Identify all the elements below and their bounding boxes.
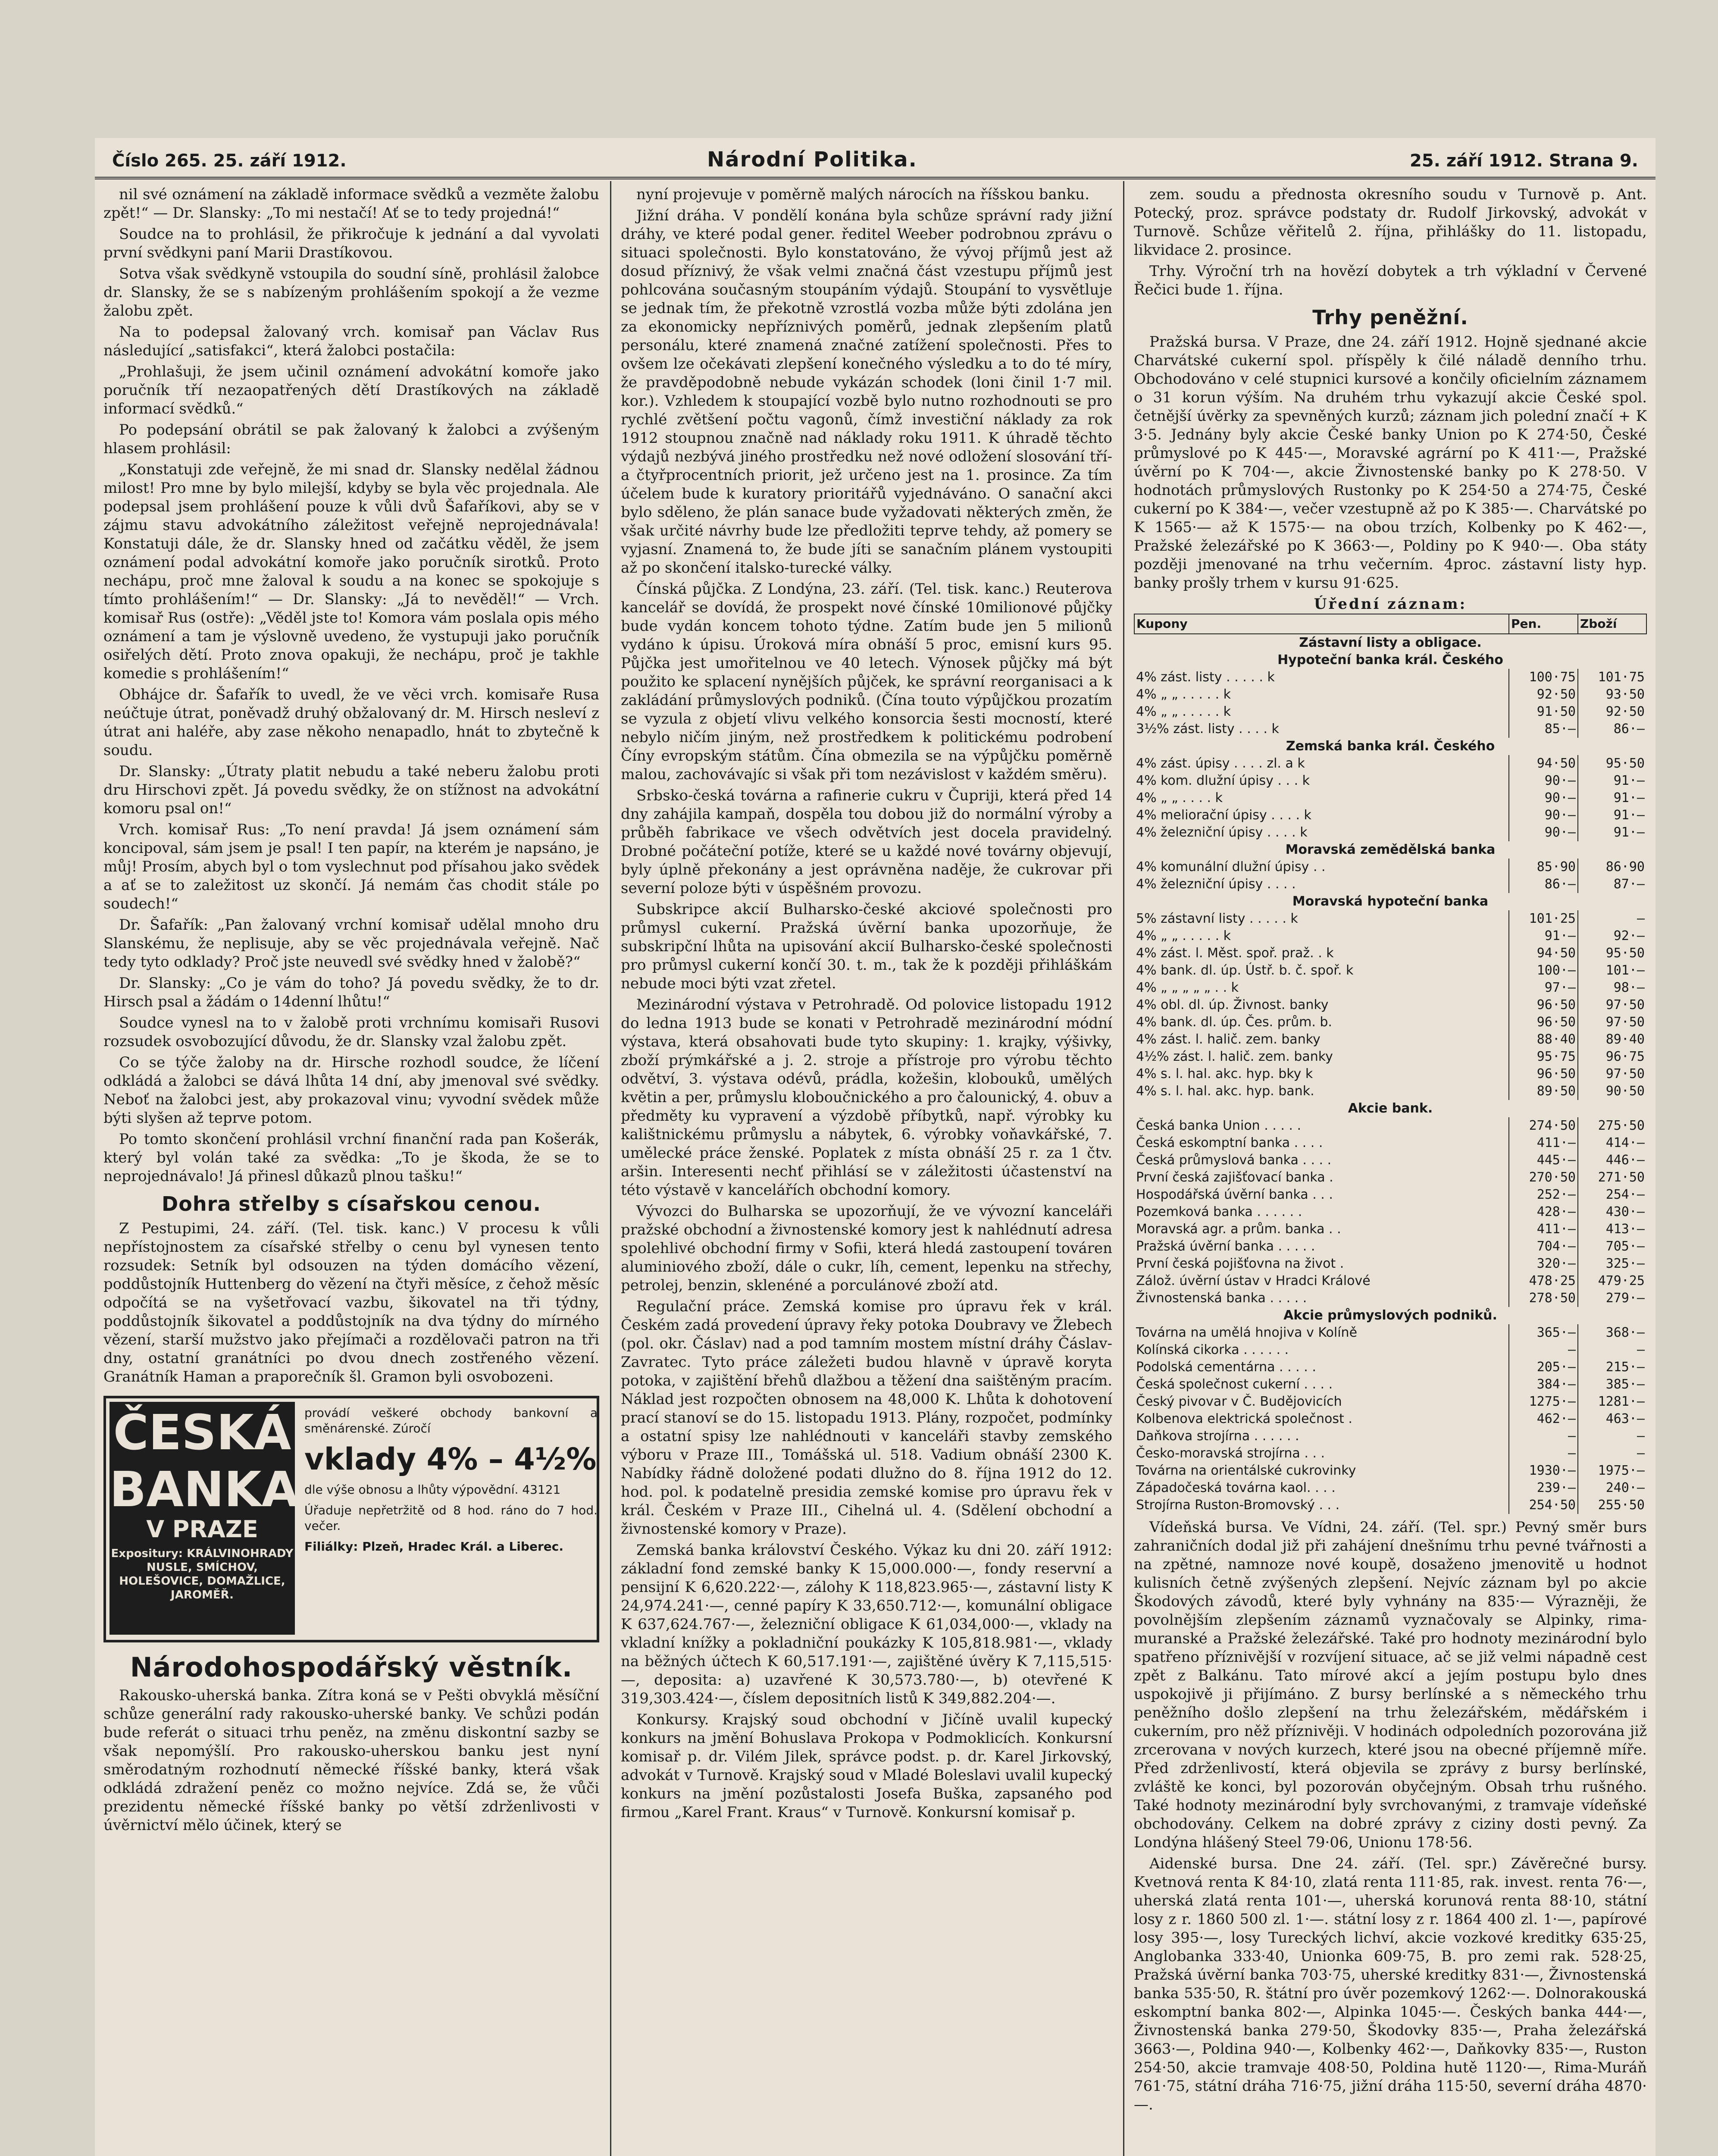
table-row xyxy=(1134,910,1646,928)
table-row xyxy=(1134,1048,1646,1065)
branch-offices: Filiálky: Plzeň, Hradec Král. a Liberec. xyxy=(304,1539,564,1554)
article-paragraph: nil své oznámení na základě informace svědků a vezměte žalobu zpět!“ — Dr. Slansky: „To mi nestačí! Ať se to tedy projedná!“ xyxy=(103,186,599,222)
table-row xyxy=(1134,824,1646,841)
ask-price: 92·50 xyxy=(1578,703,1646,721)
table-row xyxy=(1134,669,1646,686)
ask-price: 91·— xyxy=(1578,807,1646,824)
security-name: 4% bank. dl. úp. Ústř. b. č. spoř. k xyxy=(1136,963,1354,978)
column-2 xyxy=(621,185,1112,2156)
security-name: 4% bank. dl. úp. Čes. prům. b. xyxy=(1136,1015,1332,1030)
bank-name-line1: ČESKÁ xyxy=(113,1405,291,1461)
column-rule xyxy=(1123,181,1124,2156)
security-name: 4% „ „ . . . . . k xyxy=(1136,687,1231,702)
bid-price: 91·— xyxy=(1509,928,1578,945)
security-name: 3½% zást. listy . . . . k xyxy=(1136,721,1279,736)
security-name: 4% „ „ . . . . k xyxy=(1136,790,1223,805)
ask-price: 255·50 xyxy=(1578,1497,1646,1514)
security-name: Podolská cementárna . . . . . xyxy=(1136,1360,1316,1375)
bid-price: 1275·— xyxy=(1509,1393,1578,1410)
article-paragraph: Obhájce dr. Šafařík to uvedl, že ve věci vrch. komisaře Rusa neúčtuje útrat, poněvadž druhý obžalovaný dr. M. Hirsch nesleví z útrat ani haléře, aby zase někoho nenapadlo, hnát to zbytečně k soudu. xyxy=(103,686,599,759)
table-row xyxy=(1134,1393,1646,1410)
table-row xyxy=(1134,1462,1646,1479)
bid-price: 478·25 xyxy=(1509,1272,1578,1290)
security-name: Hospodářská úvěrní banka . . . xyxy=(1136,1187,1333,1202)
article-paragraph: Vídeňská bursa. Ve Vídni, 24. září. (Tel. spr.) Pevný směr burs zahraničních dodal již při zahájení dnešnímu trhu pevné tvářnosti a na zpětné, namnoze nové koupě, dosaženo jmenovitě u hodnot kulisních četně zvýšených zlepšení. Nejvíc záznam byl po akcie Škodových závodů, které byly vyhnány na 835·— Výrazněji, že povolnějším zlepšením záznamů vyznačovaly se Alpinky, rima-muranské a Pražské železářské. Také pro hodnoty mezinárodní bylo spatřeno příznivější v rozvíjení situace, ač se již velmi nápadně cest zpět z Balkánu. Tato mírové akcí a jejím postupu bylo dnes uspokojivě ji přijímáno. Z bursy berlínské a s německého trhu peněžního došlo zlepšení na trhu železářském, mědářském i cukerním, pro něž příznivěji. V hodinách odpoledních pozorována již zrcerovana v nových kurzech, které jsou na obecné příjemně míře. Před zdrženlivostí, která objevila se zprávy z bursy berlínské, zvláště ke konci, byl pozorován obyčejným. Obsah trhu rušného. Také hodnoty mezinárodní byly svrchovanými, z tramvaje vídeňské obchodovány. Celkem na dobré zprávy z ciziny dosti pevný. Za Londýna hlášený Steel 79·06, Unionu 178·56. xyxy=(1134,1519,1647,1851)
bid-price: 239·— xyxy=(1509,1479,1578,1497)
section-label: Zástavní listy a obligace. xyxy=(1299,635,1482,650)
ask-price: 97·50 xyxy=(1578,997,1646,1014)
ask-price: 98·— xyxy=(1578,979,1646,997)
ask-price: 385·— xyxy=(1578,1376,1646,1393)
ask-price: 368·— xyxy=(1578,1324,1646,1341)
bid-price: 320·— xyxy=(1509,1255,1578,1272)
article-heading: Dohra střelby s císařskou cenou. xyxy=(162,1192,541,1216)
article-paragraph: Dr. Slansky: „Co je vám do toho? Já povedu svědky, že to dr. Hirsch psal a žádám o 14denní lhůtu!“ xyxy=(103,975,599,1010)
ask-price: — xyxy=(1578,1428,1646,1445)
section-label: Hypoteční banka král. Českého xyxy=(1277,652,1503,667)
table-body xyxy=(1134,634,1646,1514)
article-paragraph: Čínská půjčka. Z Londýna, 23. září. (Tel. tisk. kanc.) Reuterova kancelář se dovídá, že prospekt nové čínské 10milionové půjčky bude vydán koncem tohoto týdne. Zatím bude jen 5 milionů vydáno k úpisu. Úroková míra obnáší 5 proc, emisní kurs 95. Půjčka jest umořitelnou ve 40 letech. Výnosek půjčky má být použito ke splacení nynějších půjček, ke správní reorganisaci a k zakládání průmyslových podniků. (Čína touto výpůjčkou prozatím se vyzula z objetí vlivu velkého konsorcia šesti mocností, které nebylo ničím jiným, než prostředkem k politickému podrobení Číny evropským státům. Čína obmezila se na výpůjčku poměrně malou, zachovávajíc si však při tom nezávislost v každém směru). xyxy=(621,580,1112,783)
security-name: Živnostenská banka . . . . . xyxy=(1136,1291,1307,1306)
table-label: Úřední záznam: xyxy=(1314,595,1467,613)
table-row xyxy=(1134,979,1646,997)
newspaper-title: Národní Politika. xyxy=(707,147,917,172)
bid-price: 252·— xyxy=(1509,1186,1578,1203)
security-name: Kolbenova elektrická společnost . xyxy=(1136,1411,1352,1426)
table-row xyxy=(1134,1324,1646,1341)
bid-price: 278·50 xyxy=(1509,1290,1578,1307)
newspaper-page xyxy=(95,138,1655,2156)
ask-price: 96·75 xyxy=(1578,1048,1646,1065)
article-paragraph: Z Pestupimi, 24. září. (Tel. tisk. kanc.) V procesu k vůli nepřístojnostem za císařské střelby o cenu byl vynesen tento rozsudek: Setník byl odsouzen na týden domácího vězení, poddůstojník Huttenberg do vězení na čtyři měsíce, z čehož měsíc odpočítá se na vyšetřovací vazbu, šikovatel na tři týdny, poddůstojník šikovatel a poddůstojník na dva týdny do mírného vězení, starší mužstvo jako přejímači a rozdělovači patron na tři dny, ostatní granátníci po dvou dnech zostřeného vězení. Granátník Haman a praporečník šl. Gramon byli osvobozeni. xyxy=(103,1220,599,1385)
table-row xyxy=(1134,1203,1646,1221)
section-label: Akcie bank. xyxy=(1348,1101,1433,1116)
bid-price: 411·— xyxy=(1509,1221,1578,1238)
table-row xyxy=(1134,876,1646,893)
table-row xyxy=(1134,1117,1646,1134)
ask-price: 101·75 xyxy=(1578,669,1646,686)
bid-price: 94·50 xyxy=(1509,945,1578,962)
section-label: Zemská banka král. Českého xyxy=(1286,739,1495,754)
ask-price: 90·50 xyxy=(1578,1083,1646,1100)
article-paragraph: Soudce na to prohlásil, že přikročuje k jednání a dal vyvolati první svědkyni paní Marii Drastíkovou. xyxy=(103,226,599,261)
bid-price: 88·40 xyxy=(1509,1031,1578,1048)
security-name: 4% železniční úpisy . . . . k xyxy=(1136,825,1308,840)
ask-price: 279·— xyxy=(1578,1290,1646,1307)
security-name: Továrna na orientálské cukrovinky xyxy=(1136,1463,1356,1478)
section-label: Moravská hypoteční banka xyxy=(1292,894,1489,909)
table-row xyxy=(1134,1272,1646,1290)
table-row xyxy=(1134,790,1646,807)
table-row xyxy=(1134,1065,1646,1083)
bid-price: 205·— xyxy=(1509,1359,1578,1376)
bid-price: 91·50 xyxy=(1509,703,1578,721)
table-row xyxy=(1134,1134,1646,1152)
bid-price: 90·— xyxy=(1509,807,1578,824)
article-paragraph: Trhy. Výroční trh na hovězí dobytek a trh výkladní v Červené Řečici bude 1. října. xyxy=(1134,263,1647,298)
table-row xyxy=(1134,1169,1646,1186)
rates-note: dle výše obnosu a lhůty výpovědní. 43121 xyxy=(304,1482,561,1497)
table-section-row xyxy=(1134,652,1646,669)
ask-price: 91·— xyxy=(1578,824,1646,841)
table-row xyxy=(1134,1497,1646,1514)
table-row xyxy=(1134,945,1646,962)
table-row xyxy=(1134,1186,1646,1203)
bid-price: 96·50 xyxy=(1509,1014,1578,1031)
section-heading: Trhy peněžní. xyxy=(1312,306,1468,329)
ask-price: 240·— xyxy=(1578,1479,1646,1497)
table-row xyxy=(1134,686,1646,703)
bid-price: 85·— xyxy=(1509,721,1578,738)
bank-ad-details xyxy=(304,1405,598,1554)
table-row xyxy=(1134,807,1646,824)
bid-price: 254·50 xyxy=(1509,1497,1578,1514)
security-name: 4% meliorační úpisy . . . . k xyxy=(1136,808,1311,823)
ask-price: 97·50 xyxy=(1578,1065,1646,1083)
table-row xyxy=(1134,928,1646,945)
bid-price: 462·— xyxy=(1509,1410,1578,1428)
ask-price: 93·50 xyxy=(1578,686,1646,703)
bid-price: 384·— xyxy=(1509,1376,1578,1393)
security-name: 4½% zást. l. halič. zem. banky xyxy=(1136,1049,1333,1064)
ask-price: 95·50 xyxy=(1578,755,1646,772)
section-heading: Národohospodářský věstník. xyxy=(130,1651,573,1683)
article-paragraph: Vrch. komisař Rus: „To není pravda! Já jsem oznámení sám koncipoval, sám jsem je psal! I ten papír, na kterém je napsáno, je můj! Prosím, abych byl o tom vyslechnut pod přísahou jako svědek a ať se to zaležitost uz skončí. Já nemám čas chodit stále po soudech!“ xyxy=(103,821,599,912)
security-name: 4% s. l. hal. akc. hyp. bank. xyxy=(1136,1084,1314,1099)
security-name: Továrna na umělá hnojiva v Kolíně xyxy=(1136,1325,1358,1340)
article-paragraph: Po tomto skončení prohlásil vrchní finanční rada pan Košerák, který byl volán také za svědka: „To je škoda, že se to neprojednávalo! Já přinesl důkazů plnou tašku!“ xyxy=(103,1131,599,1185)
ask-price: — xyxy=(1578,1445,1646,1462)
table-row xyxy=(1134,1341,1646,1359)
article-paragraph: Dr. Slansky: „Útraty platit nebudu a také neberu žalobu proti dru Hirschovi zpět. Já povedu svědky, že on stížnost na advokátní komoru psal on!“ xyxy=(103,763,599,817)
security-name: Zálož. úvěrní ústav v Hradci Králové xyxy=(1136,1273,1371,1288)
security-name: 4% „ „ . . . . . k xyxy=(1136,704,1231,719)
article-paragraph: Soudce vynesl na to v žalobě proti vrchnímu komisaři Rusovi rozsudek osvobozující důvodu, že dr. Slansky vzal žalobu zpět. xyxy=(103,1014,599,1050)
ask-price: 92·— xyxy=(1578,928,1646,945)
article-paragraph: Regulační práce. Zemská komise pro úpravu řek v král. Českém zadá provedení úpravy řeky potoka Doubravy ve Žlebech (pol. okr. Čáslav) nad a pod tamním mostem místní dráhy Čáslav-Zavratec. Tyto práce záležeti budou hlavně v úpravě koryta potoka, v zajištění břehů dlažbou a těžení dna saištěným pracím. Náklad jest rozpočten obnosem na 48,000 K. Lhůta k dohotovení prací stanoví se do 15. listopadu 1913. Plány, rozpočet, podmínky a ostatní spisy lze nahlédnouti v kanceláři stavby zemského výboru v Praze III., Tomášská ul. 518. Vadium obnáší 2300 K. Nabídky řádně doložené podati dlužno do 8. října 1912 do 12. hod. pol. k podatelně presidia zemské komise pro úpravu řek v král. Českém v Praze III., Cihelná ul. 4. (Sdělení obchodní a živnostenské komory v Praze). xyxy=(621,1298,1112,1538)
bank-logo xyxy=(110,1402,299,1635)
article-paragraph: Rakousko-uherská banka. Zítra koná se v Pešti obvyklá měsíční schůze generální rady rakousko-uherské banky. Ve schůzi podán bude referát o situaci trhu peněz, na změnu diskontní sazby se však nepomýšlí. Pro rakousko-uherskou banku jest nyní směrodatným rozhodnutí německé říšské banky, která však odkládá zdražení peněz co možno nejvíce. Zdá se, že vůči prezidentu německé říšské banky po větší zdrženlivosti v úvěrnictví mělo účinek, který se xyxy=(103,1687,599,1834)
ask-price: 479·25 xyxy=(1578,1272,1646,1290)
column-header: Pen. xyxy=(1509,614,1578,634)
deposit-rates: vklady 4% – 4½% xyxy=(304,1442,597,1477)
ask-price: 97·50 xyxy=(1578,1014,1646,1031)
ask-price: 86·90 xyxy=(1578,859,1646,876)
article-paragraph: Zemská banka království Českého. Výkaz ku dni 20. září 1912: základní fond zemské banky K 15,000.000·—, fondy reservní a pensijní K 6,620.222·—, zálohy K 118,823.965·—, zástavní listy K 24,974.241·—, cenné papíry K 33,650.712·—, komunální obligace K 637,624.767·—, železniční obligace K 61,034,000·—, vklady na vkladní knížky a pokladniční poukázky K 105,818.981·—, vklady na běžných účtech K 60,517.191·—, zajištěné úvěry K 7,115,515·—, deposita: a) uzavřené K 30,573.780·—, b) otevřené K 319,303.424·—, číslem depositních listů K 349,882.204·—. xyxy=(621,1542,1112,1707)
ask-price: 91·— xyxy=(1578,790,1646,807)
ask-price: 325·— xyxy=(1578,1255,1646,1272)
ask-price: 463·— xyxy=(1578,1410,1646,1428)
bid-price: 92·50 xyxy=(1509,686,1578,703)
table-row xyxy=(1134,1238,1646,1255)
ask-price: 86·— xyxy=(1578,721,1646,738)
bid-price: 411·— xyxy=(1509,1134,1578,1152)
security-name: 4% obl. dl. úp. Živnost. banky xyxy=(1136,997,1329,1012)
security-name: Česko-moravská strojírna . . . xyxy=(1136,1446,1325,1461)
ask-price: 1281·— xyxy=(1578,1393,1646,1410)
security-name: 5% zástavní listy . . . . . k xyxy=(1136,911,1298,926)
table-section-row xyxy=(1134,893,1646,910)
bid-price: 1930·— xyxy=(1509,1462,1578,1479)
ask-price: 430·— xyxy=(1578,1203,1646,1221)
security-name: Pozemková banka . . . . . . xyxy=(1136,1204,1302,1219)
security-name: 4% zást. l. Měst. spoř. praž. . k xyxy=(1136,946,1334,961)
bid-price: — xyxy=(1509,1428,1578,1445)
bank-services: provádí veškeré obchody bankovní a směnárenské. Zúročí xyxy=(304,1406,598,1435)
ask-price: 413·— xyxy=(1578,1221,1646,1238)
table-section-row xyxy=(1134,634,1646,652)
ask-price: — xyxy=(1578,1341,1646,1359)
ask-price: 446·— xyxy=(1578,1152,1646,1169)
table-row xyxy=(1134,721,1646,738)
table-row xyxy=(1134,1359,1646,1376)
security-name: Strojírna Ruston-Bromovský . . . xyxy=(1136,1498,1340,1513)
table-row xyxy=(1134,772,1646,790)
bid-price: 704·— xyxy=(1509,1238,1578,1255)
bid-price: 97·— xyxy=(1509,979,1578,997)
table-section-row xyxy=(1134,841,1646,859)
page-header xyxy=(95,138,1655,179)
table-row xyxy=(1134,1031,1646,1048)
article-paragraph: Jižní dráha. V pondělí konána byla schůze správní rady jižní dráhy, ve které podal gener. ředitel Weeber podrobnou zprávu o situaci společnosti. Bylo konstatováno, že vývoj příjmů jest až dosud příznivý, že však velmi značná část vzestupu příjmů jest pohlcována současným stoupáním výdajů. Stoupání to vysvětluje se jednak tím, že překotně vzrostlá vozba může býti zdolána jen za ekonomicky nepříznivých poměrů, jednak zlepšením platů personálu, které znamená značné zatížení společnosti. Přes to ovšem lze očekávati zlepšení konečného výsledku a to do té míry, že pravděpodobně nebude vykázán schodek (loni činil 1·7 mil. kor.). Vzhledem k stoupající vozbě bylo nutno rozhodnouti se pro rychlé zvětšení počtu vagonů, čímž investiční náklady za rok 1912 stoupnou značně nad náklady roku 1911. K úhradě těchto výdajů nezbývá jiného prostředku než nové odložení slosování tří- a čtyřprocentních priorit, jež určeno jest na 1. prosince. Za tím účelem bude k kuratory prioritářů vyjednáváno. O sanační akci bylo sděleno, že plán sanace bude vyžadovati některých změn, že však určité návrhy bude lze předložiti teprve tehdy, až pomery se vyjasní. Znamená to, že bude jíti se sanačním plánem vystoupiti až po skončení italsko-turecké války. xyxy=(621,207,1112,577)
issue-number: Číslo 265. 25. září 1912. xyxy=(112,151,347,171)
column-1 xyxy=(103,185,599,2156)
security-name: Moravská agr. a prům. banka . . xyxy=(1136,1222,1341,1237)
table-row xyxy=(1134,1410,1646,1428)
opening-hours: Úřaduje nepřetržitě od 8 hod. ráno do 7 hod. večer. xyxy=(304,1503,598,1533)
table-section-row xyxy=(1134,738,1646,755)
article-paragraph: Vývozci do Bulharska se upozorňují, že ve vývozní kanceláři pražské obchodní a živnostenské komory jest k nahlédnutí adresa spolehlivé obchodní firmy v Sofii, která hledá zastoupení továren aluminiového zboží, dále o cukr, líh, cement, lepenku na střechy, petrolej, benzin, sklenéné a porculánové zboží atd. xyxy=(621,1203,1112,1294)
security-name: Česká společnost cukerní . . . . xyxy=(1136,1377,1333,1392)
bid-price: — xyxy=(1509,1341,1578,1359)
article-paragraph: Po podepsání obrátil se pak žalovaný k žalobci a zvýšeným hlasem prohlásil: xyxy=(103,421,599,457)
bid-price: 94·50 xyxy=(1509,755,1578,772)
table-row xyxy=(1134,1152,1646,1169)
security-name: Česká eskomptní banka . . . . xyxy=(1136,1135,1323,1150)
bid-price: 86·— xyxy=(1509,876,1578,893)
table-row xyxy=(1134,1221,1646,1238)
column-header: Zboží xyxy=(1578,614,1646,634)
table-section-row xyxy=(1134,1307,1646,1324)
ask-price: 275·50 xyxy=(1578,1117,1646,1134)
security-name: 4% zást. listy . . . . . k xyxy=(1136,670,1275,685)
article-paragraph: Sotva však svědkyně vstoupila do soudní síně, prohlásil žalobce dr. Slansky, že se s nabízeným prohlášením spokojí a že vezme žalobu zpět. xyxy=(103,265,599,320)
security-name: První česká pojišťovna na život . xyxy=(1136,1256,1344,1271)
ask-price: 705·— xyxy=(1578,1238,1646,1255)
bid-price: 89·50 xyxy=(1509,1083,1578,1100)
table-row xyxy=(1134,997,1646,1014)
security-name: 4% železniční úpisy . . . . xyxy=(1136,877,1296,892)
article-paragraph: Aidenské bursa. Dne 24. září. (Tel. spr.) Závěrečné bursy. Kvetnová renta K 84·10, zlatá renta 111·85, rak. invest. renta 76·—, uherská zlatá renta 101·—, uherská korunová renta 88·10, státní losy z r. 1860 500 zl. 1·—. státní losy z r. 1864 400 zl. 1·—, papírové losy 395·—, losy Tureckých lichví, akcie vozkové kreditky 635·25, Anglobanka 333·40, Unionka 609·75, B. pro zemi rak. 528·25, Pražská úvěrní banka 703·75, uherské kreditky 831·—, Živnostenská banka 535·50, R. štátní pro úvěr pozemkový 1262·—. Dolnorakouská eskomptní banka 802·—, Alpinka 1045·—. Českých banka 444·—, Živnostenská banka 279·50, Škodovky 835·—, Praha železářská 3663·—, Poldina 940·—, Kolbenky 462·—, Daňkovky 835·—, Ruston 254·50, akcie tramvaje 408·50, Poldina hutě 1120·—, Rima-Muráň 761·75, státní dráha 716·75, jižní dráha 115·50, severní dráha 4870·—. xyxy=(1134,1855,1647,2113)
table-row xyxy=(1134,1083,1646,1100)
article-paragraph: Dr. Šafařík: „Pan žalovaný vrchní komisař udělal mnoho dru Slanskému, že neplisuje, aby se věc projednávala veřejně. Nač tedy tyto odklady? Proč jste neuvedl své svědky hned v žalobě?“ xyxy=(103,916,599,971)
bid-price: — xyxy=(1509,1445,1578,1462)
security-name: Česká banka Union . . . . . xyxy=(1136,1118,1302,1133)
bid-price: 85·90 xyxy=(1509,859,1578,876)
table-row xyxy=(1134,1445,1646,1462)
table-row xyxy=(1134,755,1646,772)
article-paragraph: Na to podepsal žalovaný vrch. komisař pan Václav Rus následující „satisfakci“, která žalobci postačila: xyxy=(103,323,599,359)
security-name: 4% s. l. hal. akc. hyp. bky k xyxy=(1136,1066,1313,1081)
article-paragraph: Mezinárodní výstava v Petrohradě. Od polovice listopadu 1912 do ledna 1913 bude se konati v Petrohradě mezinárodní módní výstava, která obsahovati bude tyto skupiny: 1. krajky, výšivky, zboží prýmkářské a j. 2. stroje a přístroje pro výrobu těchto odvětví, 3. výstava odévů, prádla, kožešin, klobouků, umělých květin a per, průmyslu kloboučnického a pro čalounický, 4. obuv a předměty ku vypravení a výzdobě příbytků, např. výrobky ku kalištnickému průmyslu a nábytek, 6. výrobky voňavkářské, 7. umělecké práce ženské. Poplatek z místa obnáší 25 r. za 1 čtv. aršin. Interesenti nechť přihlásí se v záležitosti účastenství na této výstavě v kancelářích obchodní komory. xyxy=(621,996,1112,1199)
ask-price: 101·— xyxy=(1578,962,1646,979)
section-label: Moravská zemědělská banka xyxy=(1285,842,1496,857)
ask-price: 89·40 xyxy=(1578,1031,1646,1048)
section-label: Akcie průmyslových podniků. xyxy=(1283,1308,1497,1323)
security-name: Český pivovar v Č. Budějovicích xyxy=(1136,1394,1342,1409)
security-name: 4% „ „ . . . . . k xyxy=(1136,928,1231,943)
bank-city: V PRAZE xyxy=(146,1516,258,1543)
table-row xyxy=(1134,1290,1646,1307)
ask-price: 1975·— xyxy=(1578,1462,1646,1479)
security-name: Česká průmyslová banka . . . . xyxy=(1136,1153,1332,1168)
ask-price: 215·— xyxy=(1578,1359,1646,1376)
bid-price: 96·50 xyxy=(1509,1065,1578,1083)
column-3 xyxy=(1134,185,1647,2156)
security-name: Západočeská továrna kaol. . . . xyxy=(1136,1480,1336,1495)
table-row xyxy=(1134,1428,1646,1445)
table-row xyxy=(1134,1479,1646,1497)
bid-price: 428·— xyxy=(1509,1203,1578,1221)
bid-price: 95·75 xyxy=(1509,1048,1578,1065)
article-paragraph: nyní projevuje v poměrně malých nárocích na říšskou banku. xyxy=(636,186,1090,203)
bank-branches: Expositury: KRÁLVINOHRADY NUSLE, SMÍCHOV, HOLEŠOVICE, DOMAŽLICE, JAROMĚŘ. xyxy=(111,1547,294,1601)
column-rule xyxy=(610,181,611,2156)
article-paragraph: Pražská bursa. V Praze, dne 24. září 1912. Hojně sjednané akcie Charvátské cukerní spol. příspěly k čilé náladě denního trhu. Obchodováno v celé stupnici kursové a končily oficielním záznamem o 31 korun výším. Na druhém trhu vykazují akcie České spol. četnější úvěrky za spevněných kurzů; záznam jich polední značí + K 3·5. Jednány byly akcie České banky Union po K 274·50, České průmyslové po K 445·—, Moravské agrární po K 411·—, Pražské úvěrní po K 704·—, akcie Živnostenské banky po K 278·50. V hodnotách průmyslových Rustonky po K 254·50 a 274·75, České cukerní po K 384·—, večer vzestupně až po K 385·—. Charvátské po K 1565·— až K 1575·— na obou trzích, Kolbenky po K 462·—, Pražské železářské po K 3663·—, Poldiny po K 940·—. Oba státy později jmenované na trhu večerním. 4proc. zástavní listy hyp. banky prošly trhem v kursu 91·625. xyxy=(1134,333,1647,592)
bid-price: 270·50 xyxy=(1509,1169,1578,1186)
table-row xyxy=(1134,962,1646,979)
column-header: Kupony xyxy=(1134,614,1509,634)
article-paragraph: „Prohlašuji, že jsem učinil oznámení advokátní komoře jako poručník tří nezaopatřených dětí Drastíkových na základě informací svědků.“ xyxy=(103,363,599,417)
security-name: 4% „ „ „ „ „ . . k xyxy=(1136,980,1239,995)
bid-price: 96·50 xyxy=(1509,997,1578,1014)
security-name: První česká zajišťovací banka . xyxy=(1136,1170,1333,1185)
security-name: Kolínská cikorka . . . . . . xyxy=(1136,1342,1289,1357)
bid-price: 90·— xyxy=(1509,772,1578,790)
article-paragraph: „Konstatuji zde veřejně, že mi snad dr. Slansky nedělal žádnou milost! Pro mne by bylo milejší, kdyby se byla věc projednala. Ale podepsal jsem prohlášení pouze k vůli dvů Šafaříkovi, aby se v zájmu stavu advokátního záležitost veřejně neprojednávala! Konstatuji dále, že dr. Slansky hned od začátku věděl, že jsem oznámení podal advokátní komoře jako poručník sirotků. Proto nechápu, proč mne žaloval k soudu a na konec se spokojuje s tímto prohlášením!“ — Dr. Slansky: „Já to nevěděl!“ — Vrch. komisař Rus (ostře): „Věděl jste to! Komora vám poslala opis mého oznámení a tam je výslovně uvedeno, že vystupuji jako poručník osiřelých dětí. Proto znova opakuji, že nechápu, proč je takhle komedie s prohlášením!“ xyxy=(103,461,599,682)
article-paragraph: zem. soudu a přednosta okresního soudu v Turnově p. Ant. Potecký, proz. správce podstaty dr. Rudolf Jirkovský, advokát v Turnově. Schůze věřitelů 2. října, přihlášky do 11. listopadu, likvidace 2. prosince. xyxy=(1134,186,1647,259)
article-paragraph: Subskripce akcií Bulharsko-české akciové společnosti pro průmysl cukerní. Pražská úvěrní banka upozorňuje, že subskripční lhůta na upisování akcií Bulharsko-české společnosti pro průmysl cukerní končí 30. t. m., tak že k později přihláškám nebude moci býti vzat zřetel. xyxy=(621,901,1112,992)
ask-price: 254·— xyxy=(1578,1186,1646,1203)
security-name: 4% komunální dlužní úpisy . . xyxy=(1136,859,1326,874)
ask-price: 414·— xyxy=(1578,1134,1646,1152)
bid-price: 274·50 xyxy=(1509,1117,1578,1134)
ask-price: — xyxy=(1578,910,1646,928)
security-name: Pražská úvěrní banka . . . . . xyxy=(1136,1239,1315,1254)
security-name: Daňkova strojírna . . . . . . xyxy=(1136,1429,1299,1444)
bid-price: 100·75 xyxy=(1509,669,1578,686)
table-row xyxy=(1134,1376,1646,1393)
table-row xyxy=(1134,859,1646,876)
bid-price: 90·— xyxy=(1509,790,1578,807)
security-name: 4% zást. l. halič. zem. banky xyxy=(1136,1032,1321,1047)
security-name: 4% kom. dlužní úpisy . . . k xyxy=(1136,773,1310,788)
bid-price: 100·— xyxy=(1509,962,1578,979)
bid-price: 445·— xyxy=(1509,1152,1578,1169)
stock-quote-table xyxy=(1134,614,1647,1514)
ask-price: 91·— xyxy=(1578,772,1646,790)
bid-price: 365·— xyxy=(1509,1324,1578,1341)
article-paragraph: Co se týče žaloby na dr. Hirsche rozhodl soudce, že líčení odkládá a žalobci se dává lhůta 14 dní, aby jmenoval své svědky. Neboť na žalobci jest, aby prokazoval vinu; vyvodní svědek může býti slyšen až teprve potom. xyxy=(103,1054,599,1127)
bid-price: 90·— xyxy=(1509,824,1578,841)
table-section-row xyxy=(1134,1100,1646,1117)
table-header-row xyxy=(1134,614,1646,634)
bank-name-line2: BANKA xyxy=(110,1462,299,1518)
table-row xyxy=(1134,703,1646,721)
bank-advertisement xyxy=(103,1396,599,1642)
bid-price: 101·25 xyxy=(1509,910,1578,928)
security-name: 4% zást. úpisy . . . . zl. a k xyxy=(1136,756,1305,771)
article-paragraph: Srbsko-česká továrna a rafinerie cukru v Čupriji, která před 14 dny zahájila kampaň, dospěla tou dobou již do normální výroby a průběh fabrikace ve všech odvětvích jest docela pravidelný. Drobné počáteční potíže, které se u každé nové továrny objevují, byly úplně překonány a jest oprávněna naděje, že cukrovar při severní poloze býti v úspěšném provozu. xyxy=(621,787,1112,897)
article-paragraph: Konkursy. Krajský soud obchodní v Jičíně uvalil kupecký konkurs na jmění Bohuslava Prokopa v Podmoklicích. Konkursní komisař p. dr. Vilém Jilek, správce podst. p. dr. Karel Jirkovský, advokát v Turnově. Krajský soud v Mladé Boleslavi uvalil kupecký konkurs na jmění pozůstalosti Josefa Buška, zapsaného pod firmou „Karel Frant. Kraus“ v Turnově. Konkursní komisař p. xyxy=(621,1711,1112,1821)
table-row xyxy=(1134,1014,1646,1031)
ask-price: 271·50 xyxy=(1578,1169,1646,1186)
table-row xyxy=(1134,1255,1646,1272)
ask-price: 87·— xyxy=(1578,876,1646,893)
page-number: 25. září 1912. Strana 9. xyxy=(1410,151,1638,171)
ask-price: 95·50 xyxy=(1578,945,1646,962)
